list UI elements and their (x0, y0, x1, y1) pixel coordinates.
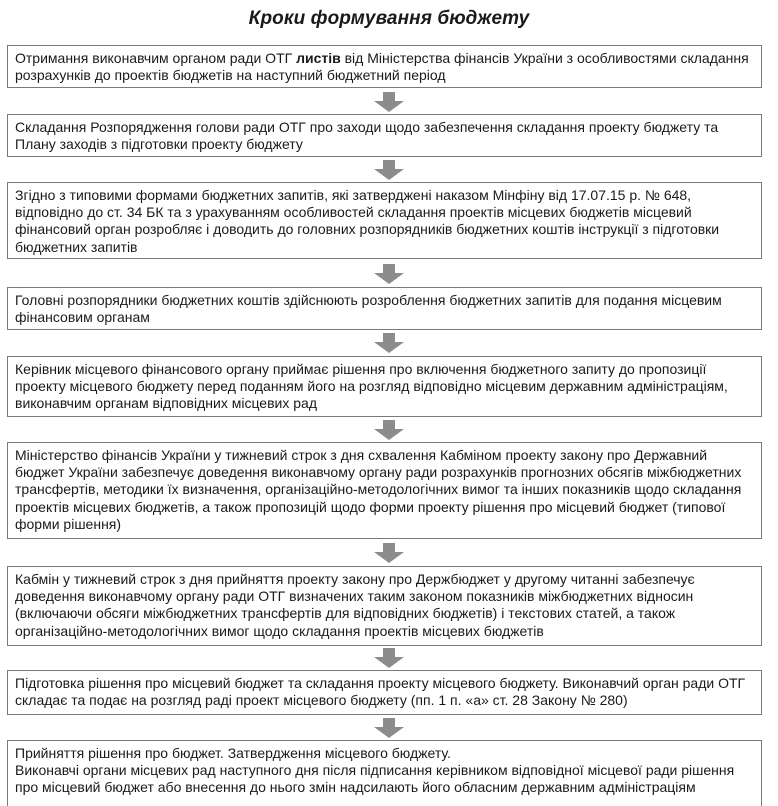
step-box-1 (7, 45, 762, 88)
step-1-text-bold: листів (296, 50, 341, 66)
flow-arrow-down-icon (374, 333, 404, 353)
step-box-7 (7, 566, 762, 646)
step-8-text: Підготовка рішення про місцевий бюджет та складання проекту місцевого бюджету. Виконавчий орган ради ОТГ складає та подає на розгляд раді проект місцевого бюджету (пп. 1 п. «а» ст. 28 Закону № 280) (15, 675, 746, 709)
flow-arrow-down-icon (374, 420, 404, 440)
step-box-9 (7, 740, 762, 806)
step-1-text-end: від Міністерства фінансів України з особливостями складання розрахунків до проектів бюджетів на наступний бюджетний період (15, 50, 749, 84)
step-2-text: Складання Розпорядження голови ради ОТГ про заходи щодо забезпечення складання проекту бюджету та Плану заходів з підготовки проекту бюджету (15, 119, 719, 153)
step-box-5 (7, 356, 762, 417)
step-7-text: Кабмін у тижневий строк з дня прийняття проекту закону про Держбюджет у другому читанні забезпечує доведення виконавчому органу ради ОТГ визначених таким законом показників міжбюджетних відносин (включаючи обсяги міжбюджетних трансфертів для відповідних бюджетів) і текстових статей, а також організаційно-методологічних вимог щодо складання проектів місцевих бюджетів (15, 571, 695, 639)
step-6-text: Міністерство фінансів України у тижневий строк з дня схвалення Кабміном проекту закону про Державний бюджет України забезпечує доведення виконавчому органу ради розрахунків прогнозних обсягів міжбюджетних трансфертів, методики їх визначення, організаційно-методологічних вимог та інших показників щодо складання проектів місцевих бюджетів, а також пропозицій щодо форми проекту рішення про місцевий бюджет (типової форми рішення) (15, 447, 742, 532)
step-4-text: Головні розпорядники бюджетних коштів здійснюють розроблення бюджетних запитів для подання місцевим фінансовим органам (15, 292, 722, 326)
step-box-4 (7, 287, 762, 330)
flow-arrow-down-icon (374, 543, 404, 563)
step-box-6 (7, 442, 762, 539)
step-box-8 (7, 670, 762, 715)
diagram-title: Кроки формування бюджету (248, 8, 530, 29)
flow-arrow-down-icon (374, 718, 404, 738)
flow-arrow-down-icon (374, 92, 404, 112)
step-1-text-start: Отримання виконавчим органом ради ОТГ (15, 50, 297, 66)
flow-arrow-down-icon (374, 160, 404, 180)
step-3-text: Згідно з типовими формами бюджетних запитів, які затверджені наказом Мінфіну від 17.07.15 р. № 648, відповідно до ст. 34 БК та з урахуванням особливостей складання проектів місцевих бюджетів місцевий фінансовий орган розробляє і доводить до головних розпорядників бюджетних коштів інструкції з підготовки бюджетних запитів (15, 187, 720, 255)
flow-arrow-down-icon (374, 648, 404, 668)
step-box-2 (7, 114, 762, 157)
flow-arrow-down-icon (374, 264, 404, 284)
step-9-text-line-2: Виконавчі органи місцевих рад наступного дня після підписання керівником відповідної місцевої ради рішення про місцевий бюджет або внесення до нього змін надсилають його обласним державним адміністраціям (15, 762, 735, 796)
step-box-3 (7, 182, 762, 259)
step-9-text-line-1: Прийняття рішення про бюджет. Затвердження місцевого бюджету. (15, 745, 451, 761)
step-5-text: Керівник місцевого фінансового органу приймає рішення про включення бюджетного запиту до пропозиції проекту місцевого бюджету перед поданням його на розгляд відповідно місцевим державним адміністраціям, виконавчим органам відповідних місцевих рад (15, 361, 728, 412)
